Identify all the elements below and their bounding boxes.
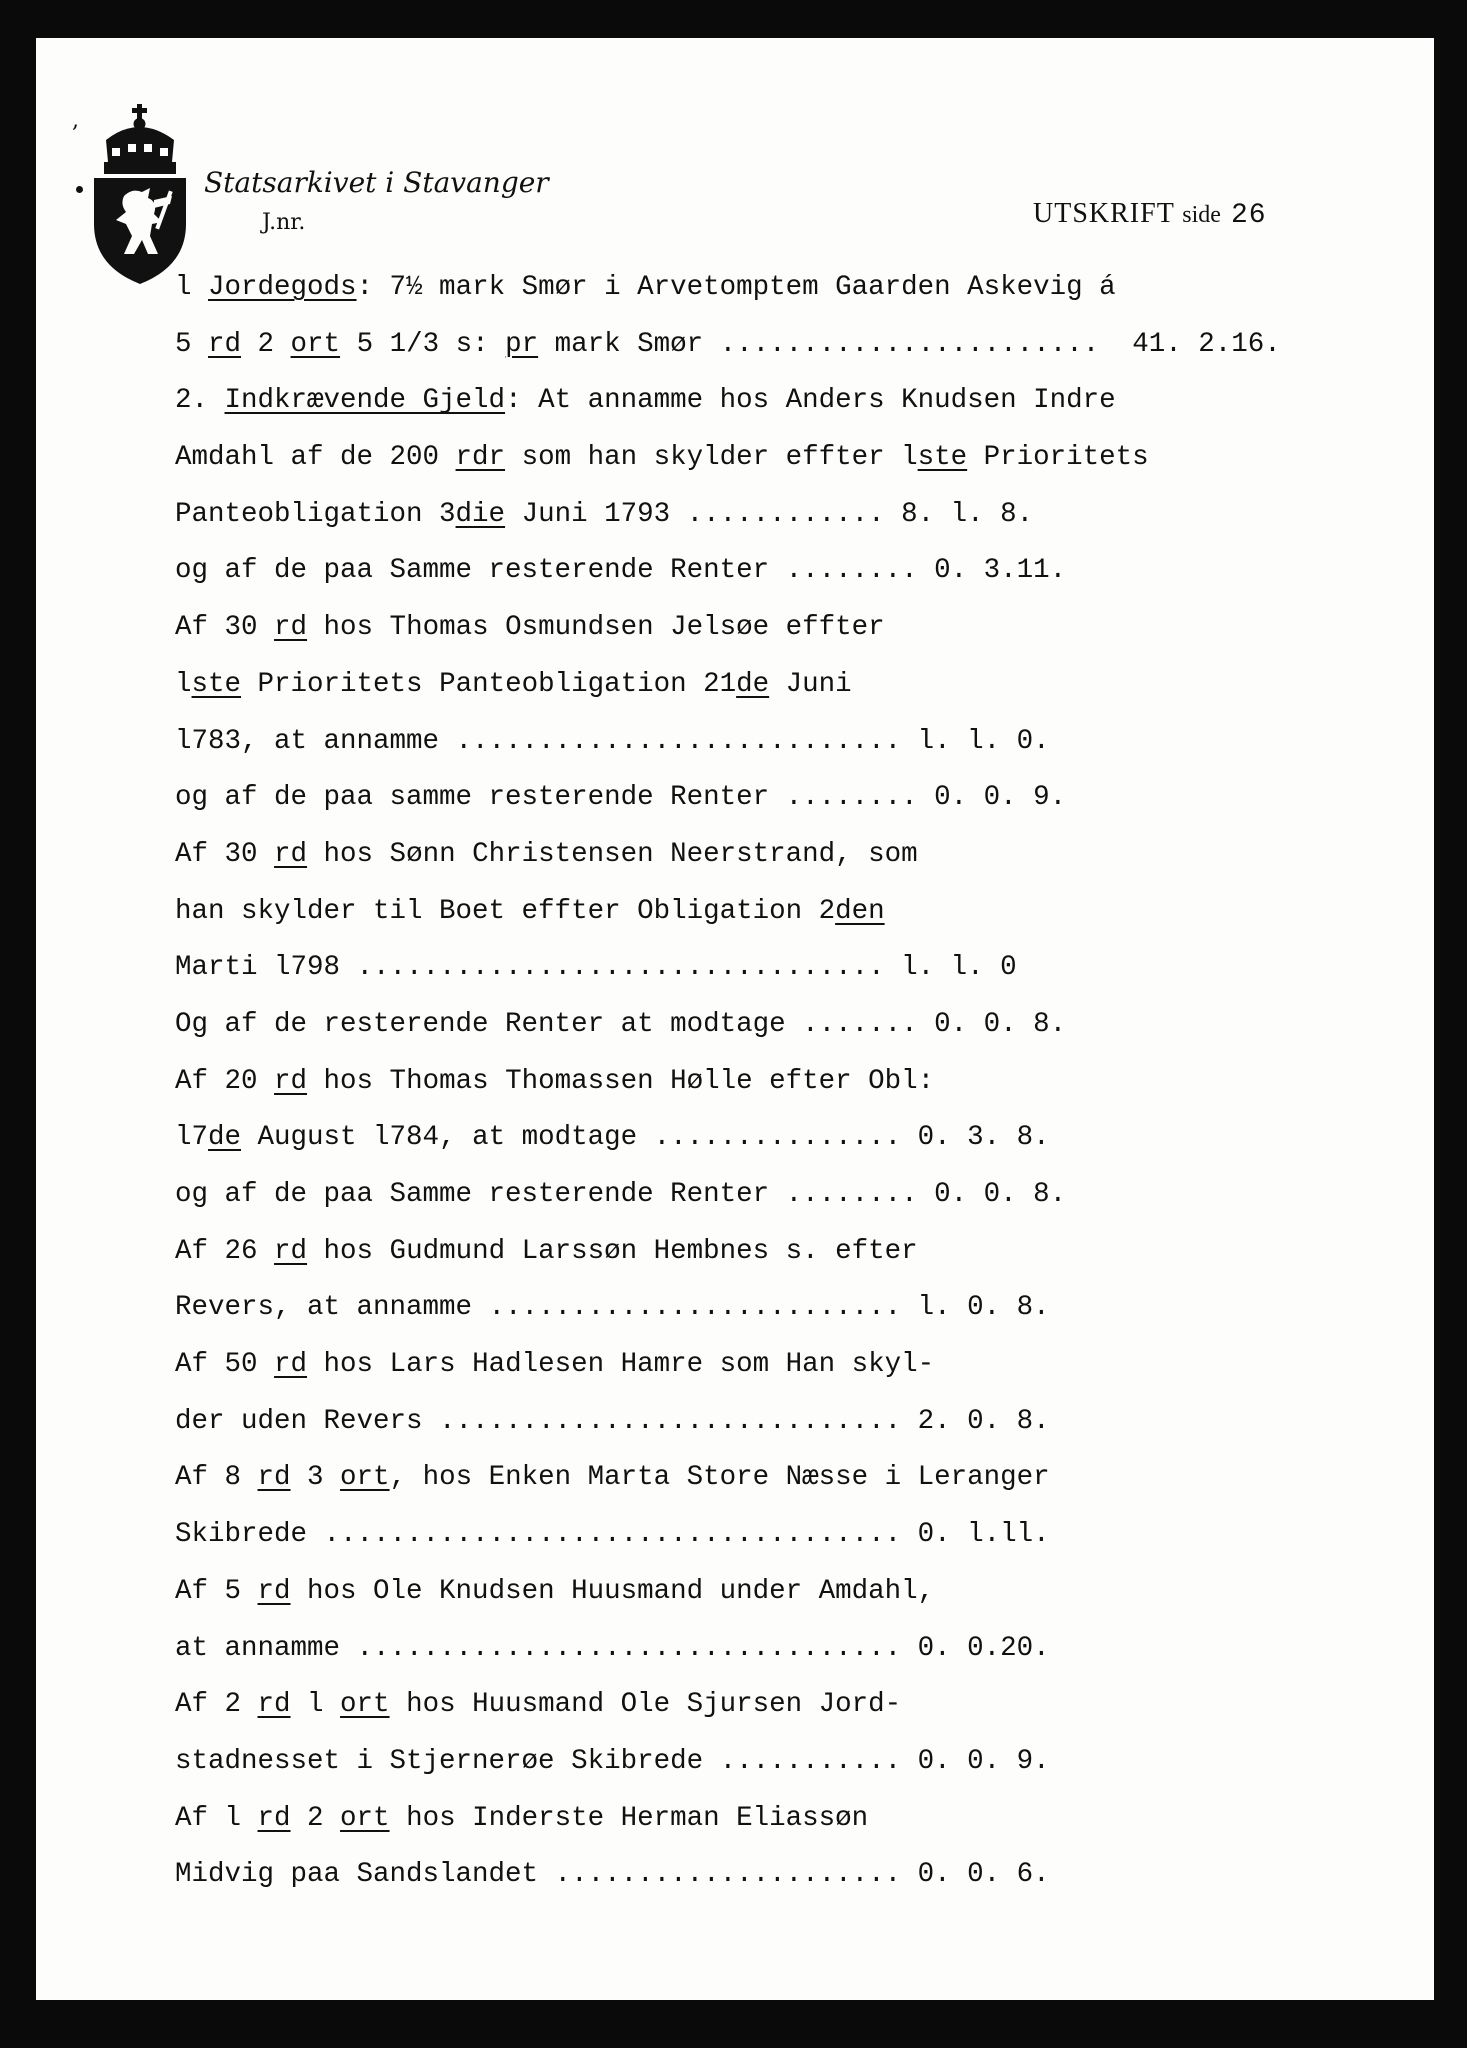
printout-page-label [1033,198,1267,231]
line-text: hos Thomas Osmundsen Jelsøe effter [307,612,885,644]
line-text: at annamme ................................. 0. 0.20. [175,1632,1050,1664]
text-line [175,657,1355,714]
margin-dot-mark [76,186,83,193]
text-line [175,1621,1355,1678]
line-text: Juni [769,668,852,700]
journal-number-label: J.nr. [262,210,306,235]
line-text: og af de paa Samme resterende Renter ........ 0. 3.11. [175,555,1067,587]
line-text: hos Lars Hadlesen Hamre som Han skyl- [307,1349,935,1381]
line-text: Af 26 [175,1235,275,1267]
line-text: l783, at annamme ........................... l. l. 0. [175,725,1050,757]
underlined-text: rd [208,328,242,360]
text-line [175,827,1355,884]
underlined-text: rd [274,612,308,644]
line-text: Af 50 [175,1349,275,1381]
text-line [175,317,1355,374]
underlined-text: Jordegods [208,272,357,303]
underlined-text: rdr [455,442,506,474]
line-text: Revers, at annamme ......................... l. 0. 8. [175,1292,1050,1324]
line-text: der uden Revers ............................ 2. 0. 8. [175,1405,1050,1437]
text-line [175,1847,1355,1904]
text-line [175,1280,1355,1337]
line-text: Marti l798 ................................ l. l. 0 [175,952,1017,984]
text-line [175,1734,1355,1791]
underlined-text: rd [274,1349,308,1381]
line-text: Og af de resterende Renter at modtage ....... 0. 0. 8. [175,1008,1067,1040]
underlined-text: den [835,895,885,927]
transcription-body [175,260,1355,1904]
text-line [175,714,1355,771]
underlined-text: de [208,1122,242,1154]
text-line [175,1167,1355,1224]
underlined-text: rd [257,1689,291,1721]
underlined-text: rd [257,1462,291,1494]
text-line [175,1337,1355,1394]
line-text: og af de paa samme resterende Renter ........ 0. 0. 9. [175,782,1067,814]
line-text: August l784, at modtage ............... 0. 3. 8. [241,1122,1050,1154]
line-text: Af 20 [175,1065,275,1097]
underlined-text: die [455,498,506,530]
underlined-text: Indkrævende Gjeld [224,385,506,417]
line-text: hos Inderste Herman Eliassøn [389,1802,869,1834]
line-text: hos Huusmand Ole Sjursen Jord- [389,1689,902,1721]
text-line [175,487,1355,544]
line-text: l [290,1689,341,1721]
underlined-text: ort [290,328,341,360]
underlined-text: rd [274,1065,308,1097]
margin-tick-mark: , [72,108,79,133]
line-text: Juni 1793 ............ 8. l. 8. [505,498,1034,530]
text-line [175,430,1355,487]
line-text: l7 [175,1122,209,1154]
underlined-text: ste [191,668,242,700]
text-line [175,1791,1355,1848]
line-text: Af 5 [175,1575,258,1607]
text-line [175,600,1355,657]
line-text: hos Ole Knudsen Huusmand under Amdahl, [290,1575,935,1607]
archive-name: Statsarkivet i Stavanger [204,166,549,199]
text-line [175,997,1355,1054]
line-text: han skylder til Boet effter Obligation 2 [175,895,836,927]
text-line [175,884,1355,941]
printout-label: UTSKRIFT [1033,198,1175,229]
text-line [175,260,1355,317]
text-line [175,1507,1355,1564]
underlined-text: rd [274,838,308,870]
text-line [175,543,1355,600]
underlined-text: pr [505,328,539,360]
line-text: 5 [175,328,209,360]
line-text: som han skylder effter l [505,442,918,474]
norwegian-coat-of-arms-icon [92,104,188,286]
text-line [175,1677,1355,1734]
underlined-text: de [736,668,770,700]
text-line [175,770,1355,827]
line-text: 2 [290,1802,341,1834]
line-text: hos Sønn Christensen Neerstrand, som [307,838,918,870]
line-text: 3 [290,1462,341,1494]
line-text: Af 30 [175,838,275,870]
line-text: hos Thomas Thomassen Hølle efter Obl: [307,1065,935,1097]
underlined-text: ste [917,442,968,474]
line-text: Prioritets [967,442,1149,474]
underlined-text: rd [257,1575,291,1607]
text-line [175,1054,1355,1111]
page-number: 26 [1230,200,1267,231]
underlined-text: rd [274,1235,308,1267]
line-text: , hos Enken Marta Store Næsse i Leranger [389,1462,1050,1494]
line-text: Af 2 [175,1689,258,1721]
line-text: : 7½ mark Smør i Arvetomptem Gaarden Askevig á [356,272,1116,303]
text-line [175,1394,1355,1451]
line-text: l [175,272,209,303]
text-line [175,940,1355,997]
underlined-text: ort [340,1462,390,1494]
line-text: Midvig paa Sandslandet ..................... 0. 0. 6. [175,1859,1050,1891]
line-text: stadnesset i Stjernerøe Skibrede ........... 0. 0. 9. [175,1745,1050,1777]
line-text: Af 8 [175,1462,258,1494]
line-text: Prioritets Panteobligation 21 [241,668,737,700]
text-line [175,1450,1355,1507]
underlined-text: ort [340,1689,390,1721]
line-text: 2. [175,385,225,417]
line-text: mark Smør ....................... 41. 2.16. [538,328,1281,360]
line-text: Panteobligation 3 [175,498,456,530]
text-line [175,1110,1355,1167]
underlined-text: ort [340,1802,390,1834]
line-text: l [175,668,192,700]
line-text: Af 30 [175,612,275,644]
text-line [175,373,1355,430]
underlined-text: rd [257,1802,291,1834]
text-line [175,1564,1355,1621]
text-line [175,1224,1355,1281]
side-label: side [1182,202,1221,228]
line-text: og af de paa Samme resterende Renter ........ 0. 0. 8. [175,1179,1067,1210]
line-text: : At annamme hos Anders Knudsen Indre [505,385,1116,417]
line-text: 2 [241,328,291,360]
line-text: hos Gudmund Larssøn Hembnes s. efter [307,1235,918,1267]
line-text: 5 1/3 s: [340,328,506,360]
line-text: Skibrede ................................... 0. l.ll. [175,1519,1050,1551]
line-text: Amdahl af de 200 [175,442,456,474]
line-text: Af l [175,1802,258,1834]
